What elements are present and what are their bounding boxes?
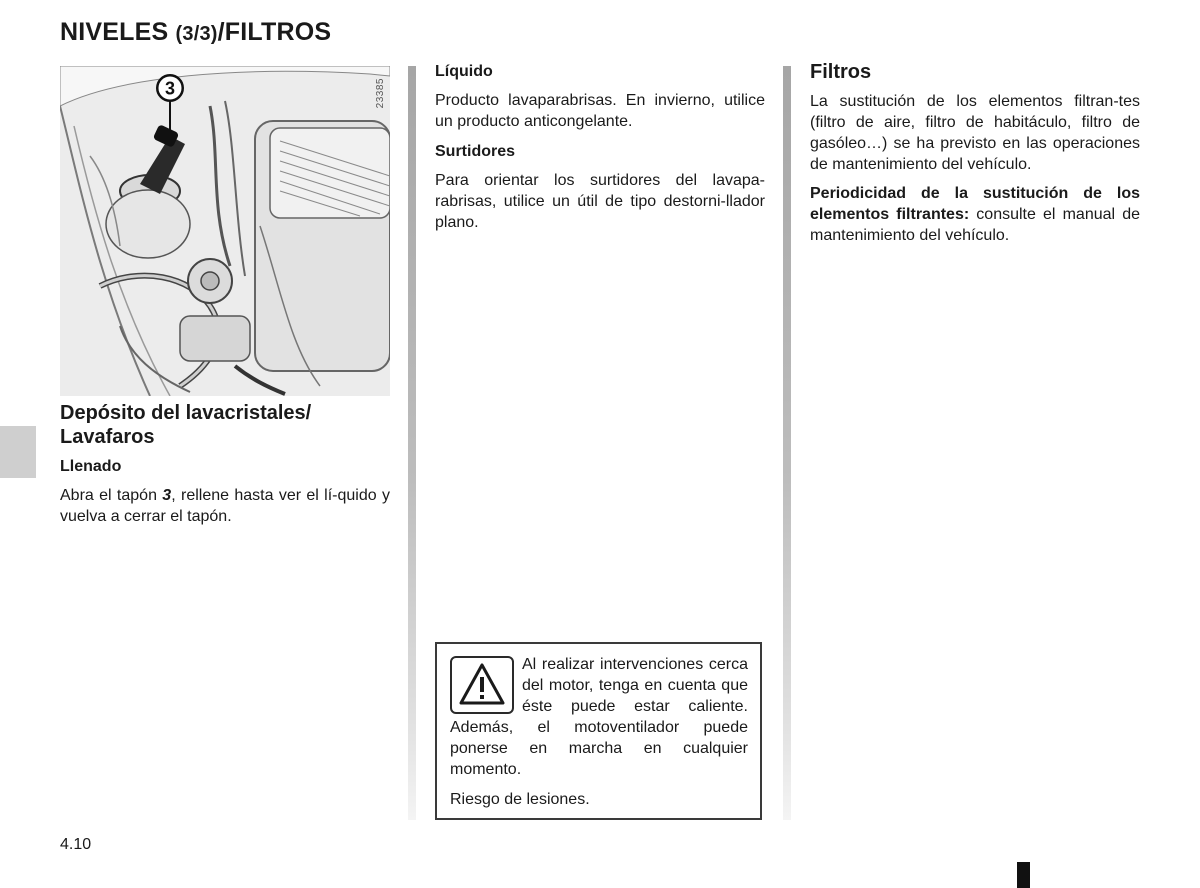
page-corner-mark: [1017, 862, 1030, 888]
warning-risk: Riesgo de lesiones.: [450, 791, 590, 808]
filters-note-text: consulte el manual de mantenimiento del vehículo.: [810, 206, 1140, 244]
jets-heading: Surtidores: [435, 143, 516, 160]
engine-drawing: [60, 66, 390, 396]
filling-subheading: Llenado: [60, 458, 122, 475]
jets-paragraph: Para orientar los surtidores del lavapa-rabrisas, utilice un útil de tipo destorni-llador plano.: [435, 172, 765, 231]
liquid-heading: Líquido: [435, 63, 493, 80]
filters-section: [810, 60, 1140, 254]
filters-paragraph: La sustitución de los elementos filtran-tes (filtro de aire, filtro de habitáculo, filtro de gasóleo…) se ha previsto en las operaciones de mantenimiento del vehículo.: [810, 93, 1140, 173]
figure-reference-code: 23385: [375, 78, 386, 109]
filling-text-end: , rellene hasta ver el lí-quido y vuelva a cerrar el tapón.: [60, 487, 390, 525]
liquid-paragraph: Producto lavaparabrisas. En invierno, utilice un producto anticongelante.: [435, 92, 765, 130]
callout-marker: [156, 74, 184, 102]
warning-icon: [450, 656, 514, 714]
filters-heading: Filtros: [810, 61, 872, 83]
filters-note-bold: Periodicidad de la sustitución de los elementos filtrantes:: [810, 185, 1140, 223]
filling-text-start: Abra el tapón: [60, 487, 163, 504]
engine-bay-illustration: [60, 66, 390, 396]
filling-paragraph: [60, 485, 390, 527]
warning-triangle-icon: [459, 662, 505, 706]
washer-reservoir-section: [60, 401, 390, 537]
page-title-main: NIVELES: [60, 18, 176, 46]
filters-note: [810, 183, 1140, 246]
callout-label: 3: [164, 78, 176, 99]
page-title-end: /FILTROS: [217, 18, 332, 46]
column-divider: [783, 66, 791, 820]
page-title: [60, 18, 331, 47]
filling-cap-reference: 3: [162, 487, 172, 504]
warning-box: [435, 642, 762, 820]
liquid-section: [435, 62, 765, 243]
page-number: 4.10: [60, 836, 92, 853]
chapter-tab: [0, 426, 36, 478]
column-divider: [408, 66, 416, 820]
warning-text: Al realizar intervenciones cerca del motor, tenga en cuenta que éste puede estar caliente. Además, el motoventilador puede ponerse en marcha en cualquier momento.: [450, 656, 748, 778]
page-title-section: (3/3): [175, 23, 218, 45]
washer-reservoir-heading: Depósito del lavacristales/ Lavafaros: [60, 402, 312, 448]
